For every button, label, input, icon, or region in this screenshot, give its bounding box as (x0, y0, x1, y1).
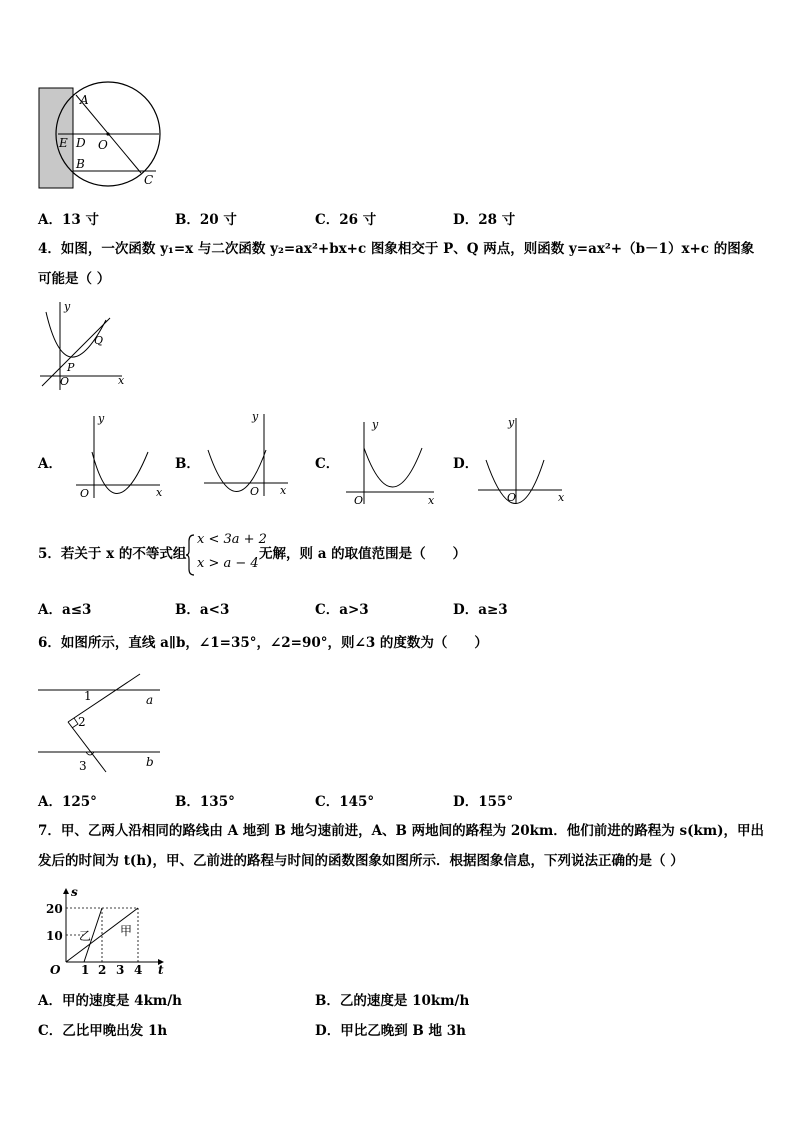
q6-option-c[interactable]: C．145° (315, 794, 375, 810)
q3-option-a[interactable]: A．13 寸 (38, 212, 99, 228)
q6-transversal-lower (68, 722, 106, 772)
q4d-label-y: y (508, 416, 515, 429)
q4c-label-x: x (428, 494, 435, 507)
q6-figure (36, 668, 166, 778)
q3-center-dot (106, 132, 109, 135)
q6-label-b: b (146, 755, 154, 769)
q3-option-b[interactable]: B．20 寸 (175, 212, 237, 228)
q4-option-a[interactable]: A． (38, 456, 62, 472)
q3-option-c[interactable]: C．26 寸 (315, 212, 377, 228)
q3-label-o: O (98, 138, 108, 152)
q4c-label-y: y (372, 418, 379, 431)
q5-option-a[interactable]: A．a≤3 (38, 602, 92, 618)
q7-option-c[interactable]: C．乙比甲晚出发 1h (38, 1023, 168, 1039)
q7-label-x4: 4 (134, 963, 143, 976)
q5-prefix: 5．若关于 x 的不等式组 (38, 546, 187, 562)
q4a-label-y: y (98, 412, 105, 425)
q7-label-x2: 2 (98, 963, 107, 976)
q4-graph-a[interactable] (72, 410, 168, 502)
q5-option-c[interactable]: C．a>3 (315, 602, 369, 618)
q6-label-1: 1 (84, 689, 92, 703)
q4-text-line1: 4．如图，一次函数 y₁=x 与二次函数 y₂=ax²+bx+c 图象相交于 P、Q 两点，则函数 y=ax²+（b－1）x+c 的图象 (38, 241, 755, 257)
q3-figure (36, 80, 166, 192)
q7-label-x1: 1 (81, 963, 90, 976)
q4d-label-x: x (558, 491, 565, 504)
q7-label-10: 10 (46, 929, 63, 943)
q4-graph-d[interactable] (474, 412, 574, 508)
q4-label-x: x (118, 374, 125, 387)
q7-figure (40, 886, 170, 976)
q7-option-a[interactable]: A．甲的速度是 4km/h (38, 993, 182, 1009)
q5-option-b[interactable]: B．a<3 (175, 602, 230, 618)
q3-label-e: E (59, 136, 68, 150)
q6-option-d[interactable]: D．155° (453, 794, 514, 810)
q6-label-a: a (146, 693, 154, 707)
q4-label-p: P (67, 361, 75, 374)
q6-label-2: 2 (78, 715, 86, 729)
q6-option-a[interactable]: A．125° (38, 794, 97, 810)
q4b-label-x: x (280, 484, 287, 497)
q4-label-y: y (64, 300, 71, 313)
q7-text-line1: 7．甲、乙两人沿相同的路线由 A 地到 B 地匀速前进，A、B 两地间的路程为 20km．他们前进的路程为 s(km)，甲出 (38, 823, 764, 839)
q4a-label-x: x (156, 486, 163, 499)
q7-text-line2: 发后的时间为 t(h)，甲、乙前进的路程与时间的函数图象如图所示．根据图象信息，下列说法正确的是（ ） (38, 853, 684, 869)
q4-label-q: Q (94, 334, 104, 347)
q3-option-d[interactable]: D．28 寸 (453, 212, 516, 228)
q7-label-t: t (158, 963, 164, 976)
q4-option-d[interactable]: D． (453, 456, 479, 472)
q4b-label-y: y (252, 410, 259, 423)
q4c-parabola (364, 448, 422, 487)
q5-suffix: 无解，则 a 的取值范围是（ ） (259, 546, 467, 562)
q6-text: 6．如图所示，直线 a∥b，∠1=35°，∠2=90°，则∠3 的度数为（ ） (38, 635, 488, 651)
q5-option-d[interactable]: D．a≥3 (453, 602, 508, 618)
q4-figure (36, 298, 136, 394)
q7-s-arrow (63, 888, 69, 894)
q7-label-x3: 3 (116, 963, 125, 976)
q5-inequality-1: x < 3a + 2 (197, 532, 267, 547)
q5-inequality-2: x > a − 4 (197, 556, 259, 571)
q4-text-line2: 可能是（ ） (38, 271, 111, 287)
q7-label-yi: 乙 (79, 929, 92, 943)
q4c-label-o: O (354, 494, 364, 507)
q3-label-b: B (76, 157, 85, 171)
q5-brace (186, 533, 196, 577)
q4a-label-o: O (80, 487, 90, 500)
q7-label-20: 20 (46, 902, 63, 916)
q4-option-b[interactable]: B． (175, 456, 200, 472)
q4-graph-b[interactable] (200, 408, 296, 500)
q4b-label-o: O (250, 485, 260, 498)
q7-option-b[interactable]: B．乙的速度是 10km/h (315, 993, 470, 1009)
q4-label-o: O (60, 375, 70, 388)
q7-label-jia: 甲 (120, 924, 133, 938)
q7-option-d[interactable]: D．甲比乙晚到 B 地 3h (315, 1023, 466, 1039)
q3-label-d: D (76, 136, 86, 150)
q6-option-b[interactable]: B．135° (175, 794, 235, 810)
q4-graph-c[interactable] (342, 416, 442, 508)
q7-label-o: O (50, 963, 61, 976)
q6-label-3: 3 (79, 759, 87, 773)
q3-label-c: C (144, 173, 154, 187)
q4a-parabola (92, 452, 148, 494)
q4-option-c[interactable]: C． (315, 456, 340, 472)
q7-label-s: s (71, 886, 78, 899)
q3-label-a: A (80, 93, 89, 107)
q4d-label-o: O (507, 491, 517, 504)
